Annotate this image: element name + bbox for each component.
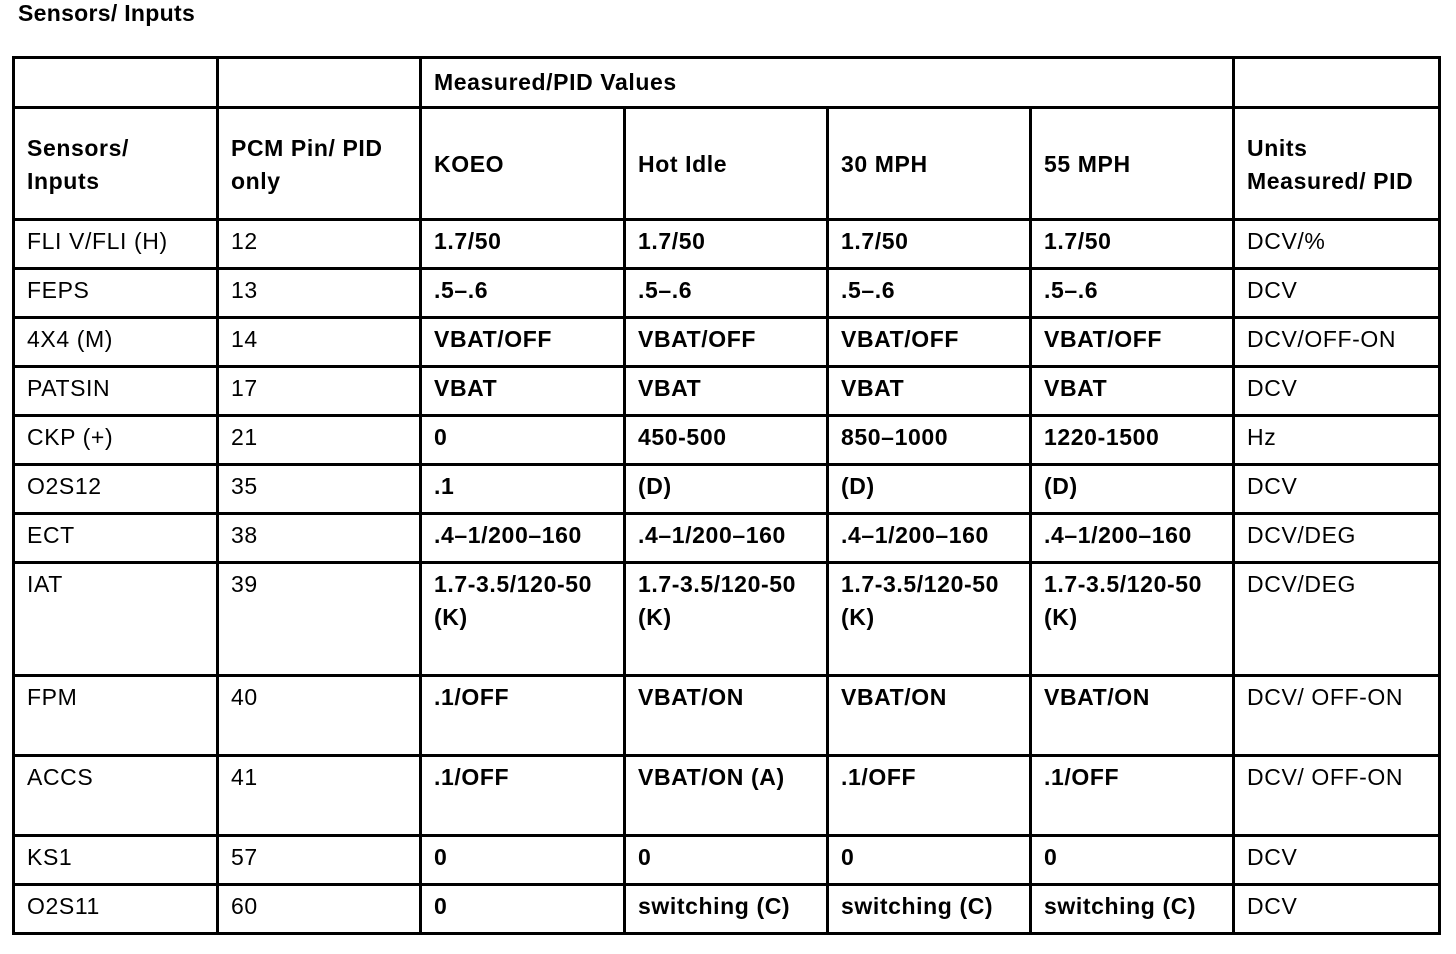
column-header: 30 MPH bbox=[828, 108, 1031, 220]
hot-idle-cell: 1.7-3.5/120-50 (K) bbox=[625, 563, 828, 676]
mph-30-cell: VBAT/OFF bbox=[828, 318, 1031, 367]
mph-55-cell: 0 bbox=[1031, 836, 1234, 885]
sensor-name-cell: FEPS bbox=[14, 269, 218, 318]
column-header: Hot Idle bbox=[625, 108, 828, 220]
mph-55-cell: VBAT bbox=[1031, 367, 1234, 416]
mph-30-cell: VBAT bbox=[828, 367, 1031, 416]
mph-30-cell: 1.7/50 bbox=[828, 220, 1031, 269]
table-row bbox=[14, 318, 1440, 367]
table-row bbox=[14, 367, 1440, 416]
units-cell: DCV bbox=[1234, 836, 1440, 885]
hot-idle-cell: VBAT/ON bbox=[625, 676, 828, 756]
units-cell: DCV bbox=[1234, 269, 1440, 318]
units-cell: DCV/OFF-ON bbox=[1234, 318, 1440, 367]
mph-30-cell: .1/OFF bbox=[828, 756, 1031, 836]
mph-55-cell: .4–1/200–160 bbox=[1031, 514, 1234, 563]
koeo-cell: .1/OFF bbox=[421, 676, 625, 756]
hot-idle-cell: switching (C) bbox=[625, 885, 828, 934]
hot-idle-cell: VBAT/ON (A) bbox=[625, 756, 828, 836]
mph-55-cell: .5–.6 bbox=[1031, 269, 1234, 318]
corner-cell bbox=[218, 58, 421, 108]
sensor-name-cell: ACCS bbox=[14, 756, 218, 836]
table-row bbox=[14, 269, 1440, 318]
table-row bbox=[14, 465, 1440, 514]
mph-55-cell: .1/OFF bbox=[1031, 756, 1234, 836]
units-cell: DCV bbox=[1234, 367, 1440, 416]
units-cell: DCV/DEG bbox=[1234, 514, 1440, 563]
hot-idle-cell: 0 bbox=[625, 836, 828, 885]
mph-30-cell: .5–.6 bbox=[828, 269, 1031, 318]
pcm-pin-cell: 60 bbox=[218, 885, 421, 934]
koeo-cell: VBAT bbox=[421, 367, 625, 416]
sensor-name-cell: CKP (+) bbox=[14, 416, 218, 465]
corner-cell bbox=[1234, 58, 1440, 108]
mph-30-cell: VBAT/ON bbox=[828, 676, 1031, 756]
hot-idle-cell: 450-500 bbox=[625, 416, 828, 465]
pcm-pin-cell: 21 bbox=[218, 416, 421, 465]
mph-55-cell: 1.7/50 bbox=[1031, 220, 1234, 269]
hot-idle-cell: VBAT bbox=[625, 367, 828, 416]
column-header: Sensors/ Inputs bbox=[14, 108, 218, 220]
mph-55-cell: (D) bbox=[1031, 465, 1234, 514]
mph-30-cell: 0 bbox=[828, 836, 1031, 885]
mph-30-cell: 850–1000 bbox=[828, 416, 1031, 465]
column-header: Units Measured/ PID bbox=[1234, 108, 1440, 220]
mph-55-cell: VBAT/OFF bbox=[1031, 318, 1234, 367]
pcm-pin-cell: 38 bbox=[218, 514, 421, 563]
group-header-row bbox=[14, 58, 1440, 108]
mph-55-cell: VBAT/ON bbox=[1031, 676, 1234, 756]
pcm-pin-cell: 40 bbox=[218, 676, 421, 756]
mph-30-cell: .4–1/200–160 bbox=[828, 514, 1031, 563]
units-cell: DCV/ OFF-ON bbox=[1234, 676, 1440, 756]
hot-idle-cell: 1.7/50 bbox=[625, 220, 828, 269]
sensor-name-cell: PATSIN bbox=[14, 367, 218, 416]
table-row bbox=[14, 514, 1440, 563]
group-header-measured-pid: Measured/PID Values bbox=[421, 58, 1234, 108]
mph-55-cell: 1.7-3.5/120-50 (K) bbox=[1031, 563, 1234, 676]
hot-idle-cell: .4–1/200–160 bbox=[625, 514, 828, 563]
koeo-cell: .5–.6 bbox=[421, 269, 625, 318]
pcm-pin-cell: 12 bbox=[218, 220, 421, 269]
hot-idle-cell: .5–.6 bbox=[625, 269, 828, 318]
units-cell: DCV/% bbox=[1234, 220, 1440, 269]
units-cell: DCV/ OFF-ON bbox=[1234, 756, 1440, 836]
sensor-name-cell: O2S11 bbox=[14, 885, 218, 934]
sensor-name-cell: FPM bbox=[14, 676, 218, 756]
koeo-cell: .1 bbox=[421, 465, 625, 514]
table-row bbox=[14, 676, 1440, 756]
pcm-pin-cell: 14 bbox=[218, 318, 421, 367]
pcm-pin-cell: 57 bbox=[218, 836, 421, 885]
pcm-pin-cell: 17 bbox=[218, 367, 421, 416]
table-row bbox=[14, 416, 1440, 465]
page-title: Sensors/ Inputs bbox=[18, 0, 196, 26]
mph-30-cell: switching (C) bbox=[828, 885, 1031, 934]
pcm-pin-cell: 13 bbox=[218, 269, 421, 318]
column-header: 55 MPH bbox=[1031, 108, 1234, 220]
corner-cell bbox=[14, 58, 218, 108]
units-cell: DCV/DEG bbox=[1234, 563, 1440, 676]
koeo-cell: 0 bbox=[421, 416, 625, 465]
units-cell: Hz bbox=[1234, 416, 1440, 465]
column-header: PCM Pin/ PID only bbox=[218, 108, 421, 220]
sensor-name-cell: 4X4 (M) bbox=[14, 318, 218, 367]
sensor-name-cell: O2S12 bbox=[14, 465, 218, 514]
koeo-cell: 0 bbox=[421, 885, 625, 934]
koeo-cell: .4–1/200–160 bbox=[421, 514, 625, 563]
koeo-cell: 0 bbox=[421, 836, 625, 885]
hot-idle-cell: VBAT/OFF bbox=[625, 318, 828, 367]
koeo-cell: .1/OFF bbox=[421, 756, 625, 836]
column-header-row bbox=[14, 108, 1440, 220]
sensor-name-cell: FLI V/FLI (H) bbox=[14, 220, 218, 269]
table-row bbox=[14, 220, 1440, 269]
column-header: KOEO bbox=[421, 108, 625, 220]
pcm-pin-cell: 41 bbox=[218, 756, 421, 836]
koeo-cell: 1.7/50 bbox=[421, 220, 625, 269]
hot-idle-cell: (D) bbox=[625, 465, 828, 514]
table-row bbox=[14, 563, 1440, 676]
sensor-name-cell: ECT bbox=[14, 514, 218, 563]
mph-55-cell: switching (C) bbox=[1031, 885, 1234, 934]
units-cell: DCV bbox=[1234, 885, 1440, 934]
pcm-pin-cell: 35 bbox=[218, 465, 421, 514]
pcm-pin-cell: 39 bbox=[218, 563, 421, 676]
table-row bbox=[14, 756, 1440, 836]
table-row bbox=[14, 885, 1440, 934]
table-row bbox=[14, 836, 1440, 885]
koeo-cell: VBAT/OFF bbox=[421, 318, 625, 367]
sensor-inputs-table bbox=[12, 56, 1441, 935]
sensor-name-cell: IAT bbox=[14, 563, 218, 676]
units-cell: DCV bbox=[1234, 465, 1440, 514]
sensor-name-cell: KS1 bbox=[14, 836, 218, 885]
mph-30-cell: 1.7-3.5/120-50 (K) bbox=[828, 563, 1031, 676]
mph-55-cell: 1220-1500 bbox=[1031, 416, 1234, 465]
koeo-cell: 1.7-3.5/120-50 (K) bbox=[421, 563, 625, 676]
mph-30-cell: (D) bbox=[828, 465, 1031, 514]
